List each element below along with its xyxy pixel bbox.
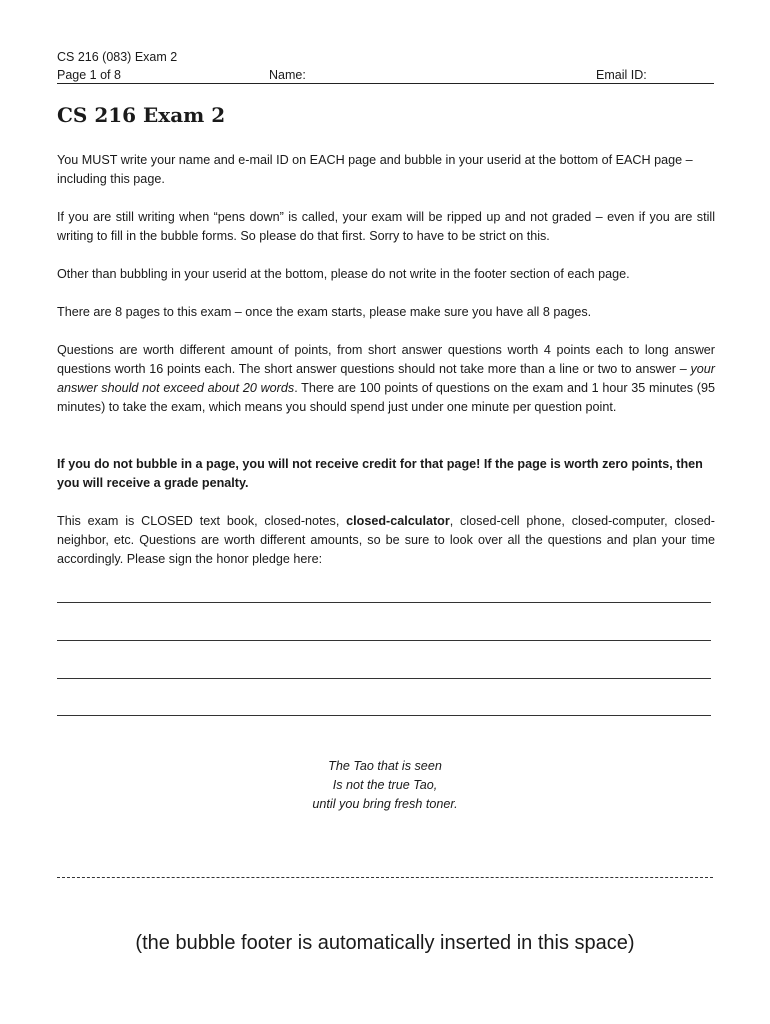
instruction-paragraph-5 <box>57 341 715 417</box>
quote-line: Is not the true Tao, <box>332 778 438 792</box>
email-id-field-label: Email ID: <box>596 68 647 82</box>
tao-quote <box>57 757 713 814</box>
instruction-text-emphasis: your answer should not exceed about 20 words <box>57 362 715 395</box>
quote-line: until you bring fresh toner. <box>312 797 458 811</box>
warning-text: If you do not bubble in a page, you will not receive credit for that page! If the page is worth zero points, then you will receive a grade penalty. <box>57 457 703 490</box>
instruction-paragraph-1 <box>57 151 715 189</box>
signature-line[interactable] <box>57 640 711 641</box>
instruction-paragraph-2 <box>57 208 715 246</box>
instruction-text-part: This exam is CLOSED text book, closed-notes, <box>57 514 347 528</box>
instruction-text-emphasis: closed-calculator <box>346 514 450 528</box>
instruction-text: There are 8 pages to this exam – once the exam starts, please make sure you have all 8 pages. <box>57 305 592 319</box>
signature-line[interactable] <box>57 678 711 679</box>
instruction-text: You MUST write your name and e-mail ID on EACH page and bubble in your userid at the bottom of EACH page – including this page. <box>57 153 693 186</box>
footer-divider <box>57 877 713 878</box>
signature-line[interactable] <box>57 602 711 603</box>
header-row <box>57 67 714 84</box>
honor-pledge-paragraph <box>57 512 715 569</box>
name-field-label: Name: <box>269 68 306 82</box>
quote-line: The Tao that is seen <box>328 759 442 773</box>
signature-line[interactable] <box>57 715 711 716</box>
instruction-text: If you are still writing when “pens down” is called, your exam will be ripped up and not graded – even if you are still writing to fill in the bubble forms. So please do that first. Sorry to have to be strict on this. <box>57 210 715 243</box>
instruction-text-part: Questions are worth different amount of points, from short answer questions worth 4 points each to long answer questions worth 16 points each. The short answer questions should not take more than a line or two to answer – <box>57 343 715 376</box>
bubble-footer-placeholder: (the bubble footer is automatically inserted in this space) <box>135 932 635 954</box>
instruction-paragraph-4 <box>57 303 715 322</box>
instruction-text: Other than bubbling in your userid at the bottom, please do not write in the footer section of each page. <box>57 267 630 281</box>
instruction-text <box>57 512 715 569</box>
instruction-text <box>57 341 715 417</box>
page-title: CS 216 Exam 2 <box>57 103 226 127</box>
page-number-label: Page 1 of 8 <box>57 68 121 82</box>
bubble-warning-paragraph <box>57 455 715 493</box>
instruction-paragraph-3 <box>57 265 715 284</box>
instruction-text-part: . There are 100 points of questions on the exam and 1 hour 35 minutes (95 minutes) to take the exam, which means you should spend just under one minute per question point. <box>57 381 716 414</box>
course-exam-label: CS 216 (083) Exam 2 <box>57 50 178 64</box>
instruction-text-part: , closed-cell phone, closed-computer, closed-neighbor, etc. Questions are worth different amounts, so be sure to look over all the questions and plan your time accordingly. Please sign the honor pledge here: <box>57 514 715 566</box>
